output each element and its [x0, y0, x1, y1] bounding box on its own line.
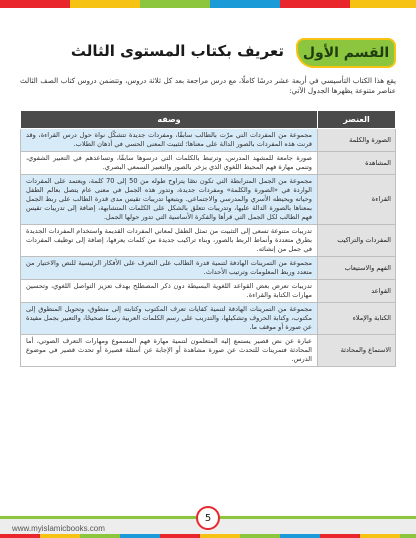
description-cell: عبارة عن نص قصير يستمع إليه المتعلمون لتنمية مهارة فهم المسموع ومهارات التعرف الصوتي، أما المحادثة فتمرينات للتحدث عن صورة مشاهدة أو الإجابة عن أسئلة قصيرة أو تحدث قصير في موضوع الدرس. — [21, 335, 318, 367]
table-row — [21, 129, 396, 152]
description-cell: مجموعة من الجمل المترابطة التي تكون نصًا يتراوح طوله من 50 إلى 70 كلمة، ويعتمد على المفردات الواردة في «الصورة والكلمة» ومفردات جديدة، وتدور هذه الجمل في معنى عام يتصل بعالم الطفل وحياته ويحيطه الأسري والمدرسي والاجتماعي. ويتبعها تدريبات تقيس مدى قدرة الطالب على ربط الجمل بمعناها بالصورة الدالة عليها، وتدريبات تتعلق بالشكل على الكلمات المتشابهة، إضافة إلى تدريبات تقيس فهم الطالب لكل الجمل التي قرأها والفكرة الأساسية التي تدور حولها الجمل. — [21, 175, 318, 225]
elements-table — [20, 110, 396, 367]
top-color-bar — [0, 0, 416, 8]
description-cell: تدريبات متنوعة تسعى إلى التثبيت من تمثل الطفل لمعاني المفردات القديمة واستخدام المفردات الجديدة بطرق متعددة وأنماط الربط بالصور، وبناء تراكيب جديدة من كلمات يعرفها، إضافة إلى توظيف المفردات في جمل من إنشائه. — [21, 225, 318, 257]
table-row — [21, 257, 396, 280]
element-cell: الصورة والكلمة — [318, 129, 396, 152]
header-description: وصفه — [21, 111, 318, 129]
section-badge: القسم الأول — [296, 38, 396, 68]
table-row — [21, 175, 396, 225]
element-cell: المفردات والتراكيب — [318, 225, 396, 257]
table-row — [21, 335, 396, 367]
element-cell: الفهم والاستيعاب — [318, 257, 396, 280]
table-row — [21, 225, 396, 257]
element-cell: الكتابة والإملاء — [318, 303, 396, 335]
element-cell: القراءة — [318, 175, 396, 225]
description-cell: مجموعة من التمرينات الهادفة لتنمية قدرة الطالب على التعرف على الأفكار الرئيسية للنص والاختيار من متعدد وربط المعلومات وترتيب الأحداث. — [21, 257, 318, 280]
element-cell: القواعد — [318, 280, 396, 303]
element-cell: المشاهدة — [318, 152, 396, 175]
page-title: تعريف بكتاب المستوى الثالث — [70, 42, 284, 60]
site-url-link[interactable]: www.myislamicbooks.com — [12, 524, 105, 533]
page-header — [0, 38, 416, 68]
description-cell: تدريبات تعرض بعض القواعد اللغوية البسيطة دون ذكر المصطلح بهدف تعزيز التواصل اللغوي، وتحسين مهارات الكتابة والقراءة. — [21, 280, 318, 303]
header-element: العنصر — [318, 111, 396, 129]
table-row — [21, 303, 396, 335]
table-row — [21, 280, 396, 303]
description-cell: مجموعة من المفردات التي مرّت بالطالب سابقًا، ومفردات جديدة تتشكّل نواة حول درس القراءة، وقد قرنت هذه المفردات بالصور الدالة على معناها؛ لتثبيت المعنى الحسي في أذهان الطلاب. — [21, 129, 318, 152]
intro-paragraph: يقع هذا الكتاب التأسيسي في أربعة عشر درسًا كاملًا، مع درس مراجعة بعد كل ثلاثة دروس، وتتضمن دروس كتاب الصف الثالث عناصر متنوعة يظهرها الجدول الآتي: — [20, 76, 396, 95]
page-footer — [0, 512, 416, 538]
bottom-color-strip — [0, 534, 416, 538]
element-cell: الاستماع والمحادثة — [318, 335, 396, 367]
page-number: 5 — [196, 506, 220, 530]
description-cell: صورة جامعة للمشهد المدرس، وترتبط بالكلمات التي درسوها سابقًا، وتساعدهم في التعبير الشفوي، وتنمي مهارة فهم المحيط اللغوي الذي يزخر بالصور والتعبير السمعي البصري. — [21, 152, 318, 175]
table-header-row — [21, 111, 396, 129]
table-row — [21, 152, 396, 175]
description-cell: مجموعة من التمرينات الهادفة لتنمية كفايات تعرف المكتوب وكتابته إلى منطوق، وتحويل المنطوق إلى مكتوب، وكتابة الحروف وتشكيلها، والتدريب على رسم الكلمات العربية رسمًا صحيحًا، والتعبير بجمل مفيدة عن صورة أو موقف ما. — [21, 303, 318, 335]
